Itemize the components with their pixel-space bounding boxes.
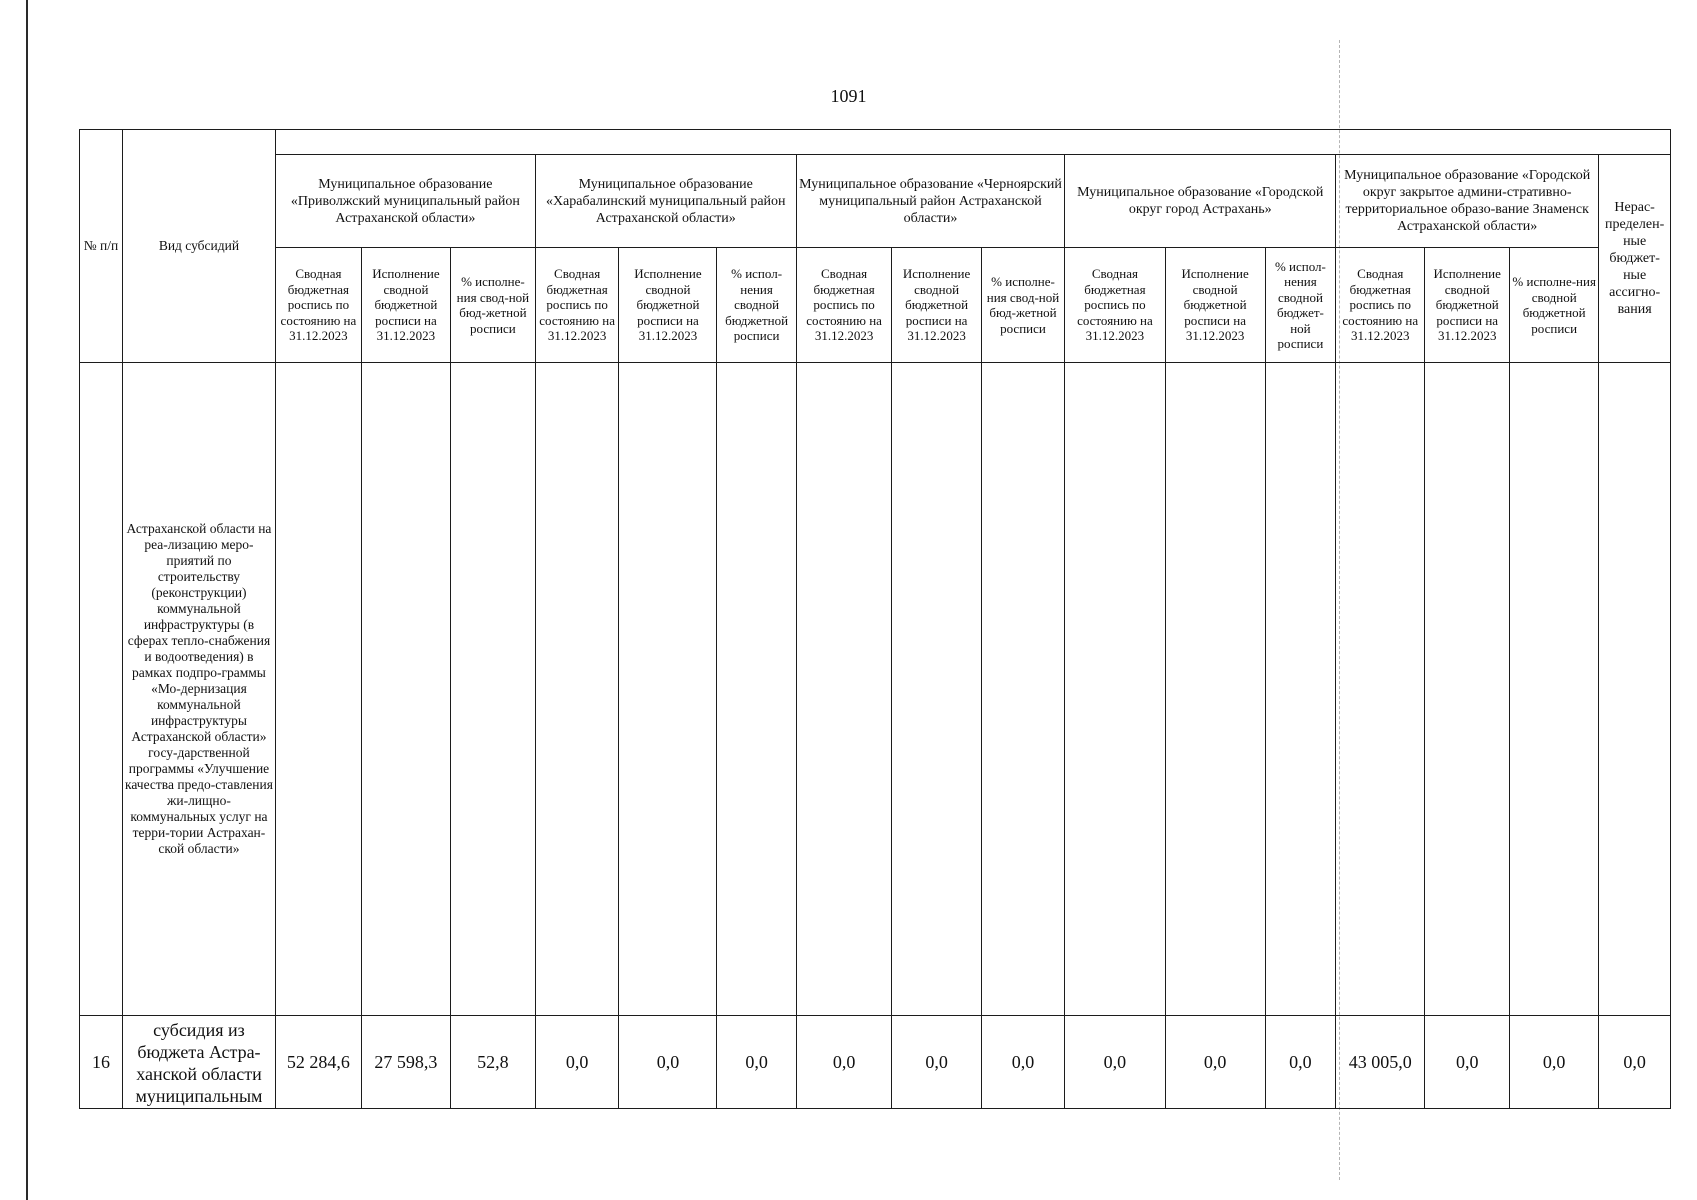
- table-cell: [892, 363, 981, 1016]
- page-number: 1091: [830, 86, 867, 106]
- row-number: 16: [80, 1016, 123, 1109]
- sub-execution-percent: % исполне-ния свод-ной бюд-жетной росписи: [981, 248, 1065, 363]
- table-cell: [451, 363, 536, 1016]
- table-cell: [1336, 363, 1425, 1016]
- row-number: [80, 363, 123, 1016]
- sub-execution: Исполнение сводной бюджетной росписи на 31.12.2023: [1165, 248, 1265, 363]
- value-cell: 0,0: [892, 1016, 981, 1109]
- value-cell: 0,0: [1265, 1016, 1335, 1109]
- header-unallocated: Нерас-пределен-ные бюджет-ные ассигно-вания: [1599, 155, 1671, 363]
- table-cell: [275, 363, 361, 1016]
- header-row-groups: [80, 155, 1671, 248]
- value-cell: 0,0: [535, 1016, 619, 1109]
- subsidy-description: Астраханской области на реа-лизацию меро-приятий по строительству (реконструкции) коммунальной инфраструктуры (в сферах тепло-снабжения и водоотведения) в рамках подпро-граммы «Мо-дернизация коммунальной инфраструктуры Астраханской области» госу-дарственной программы «Улучшение качества предо-ставления жи-лищно-коммунальных услуг на терри-тории Астрахан-ской области»: [122, 363, 275, 1016]
- sub-execution-percent: % исполне-ния свод-ной бюд-жетной росписи: [451, 248, 536, 363]
- table-cell: [1599, 363, 1671, 1016]
- sub-execution: Исполнение сводной бюджетной росписи на 31.12.2023: [892, 248, 981, 363]
- sub-budget-plan: Сводная бюджетная роспись по состоянию на 31.12.2023: [796, 248, 892, 363]
- group-privolzhsky: Муниципальное образование «Приволжский муниципальный район Астраханской области»: [275, 155, 535, 248]
- value-cell: 0,0: [717, 1016, 796, 1109]
- table-cell: [717, 363, 796, 1016]
- binding-line: [26, 0, 28, 1200]
- value-cell: 0,0: [981, 1016, 1065, 1109]
- group-chernoyarsky: Муниципальное образование «Черноярский муниципальный район Астраханской области»: [796, 155, 1065, 248]
- sub-budget-plan: Сводная бюджетная роспись по состоянию на 31.12.2023: [535, 248, 619, 363]
- value-cell: 52 284,6: [275, 1016, 361, 1109]
- header-subsidy-type: Вид субсидий: [122, 130, 275, 363]
- sub-execution-percent: % испол-нения сводной бюджетной росписи: [717, 248, 796, 363]
- sub-execution: Исполнение сводной бюджетной росписи на 31.12.2023: [361, 248, 450, 363]
- sub-execution-percent: % испол-нения сводной бюджет-ной росписи: [1265, 248, 1335, 363]
- table-cell: [535, 363, 619, 1016]
- value-cell: 27 598,3: [361, 1016, 450, 1109]
- table-cell: [981, 363, 1065, 1016]
- subsidy-execution-table: [79, 129, 1671, 1109]
- value-cell: 43 005,0: [1336, 1016, 1425, 1109]
- value-cell: 0,0: [1425, 1016, 1510, 1109]
- value-cell: 0,0: [1065, 1016, 1165, 1109]
- header-row-subcolumns: [80, 248, 1671, 363]
- table-cell: [1425, 363, 1510, 1016]
- group-znamensk: Муниципальное образование «Городской округ закрытое админи-стративно-территориальное образо-вание Знаменск Астраханской области»: [1336, 155, 1599, 248]
- sub-budget-plan: Сводная бюджетная роспись по состоянию на 31.12.2023: [275, 248, 361, 363]
- table-row: [80, 363, 1671, 1016]
- table-cell: [1510, 363, 1599, 1016]
- table-cell: [1065, 363, 1165, 1016]
- table-cell: [796, 363, 892, 1016]
- header-row-top: [80, 130, 1671, 155]
- table-cell: [1265, 363, 1335, 1016]
- group-astrakhan-city: Муниципальное образование «Городской округ город Астрахань»: [1065, 155, 1336, 248]
- value-cell: 0,0: [1599, 1016, 1671, 1109]
- header-spacer: [275, 130, 1670, 155]
- table-row: [80, 1016, 1671, 1109]
- sub-execution-percent: % исполне-ния сводной бюджетной росписи: [1510, 248, 1599, 363]
- group-kharabalinsky: Муниципальное образование «Харабалинский муниципальный район Астраханской области»: [535, 155, 796, 248]
- sub-execution: Исполнение сводной бюджетной росписи на 31.12.2023: [1425, 248, 1510, 363]
- table-cell: [619, 363, 717, 1016]
- value-cell: 0,0: [796, 1016, 892, 1109]
- table-cell: [1165, 363, 1265, 1016]
- value-cell: 52,8: [451, 1016, 536, 1109]
- sub-execution: Исполнение сводной бюджетной росписи на 31.12.2023: [619, 248, 717, 363]
- value-cell: 0,0: [619, 1016, 717, 1109]
- sub-budget-plan: Сводная бюджетная роспись по состоянию на 31.12.2023: [1065, 248, 1165, 363]
- table-cell: [361, 363, 450, 1016]
- value-cell: 0,0: [1165, 1016, 1265, 1109]
- sub-budget-plan: Сводная бюджетная роспись по состоянию на 31.12.2023: [1336, 248, 1425, 363]
- subsidy-description: субсидия из бюджета Астра-ханской области муниципальным: [122, 1016, 275, 1109]
- value-cell: 0,0: [1510, 1016, 1599, 1109]
- header-num: № п/п: [80, 130, 123, 363]
